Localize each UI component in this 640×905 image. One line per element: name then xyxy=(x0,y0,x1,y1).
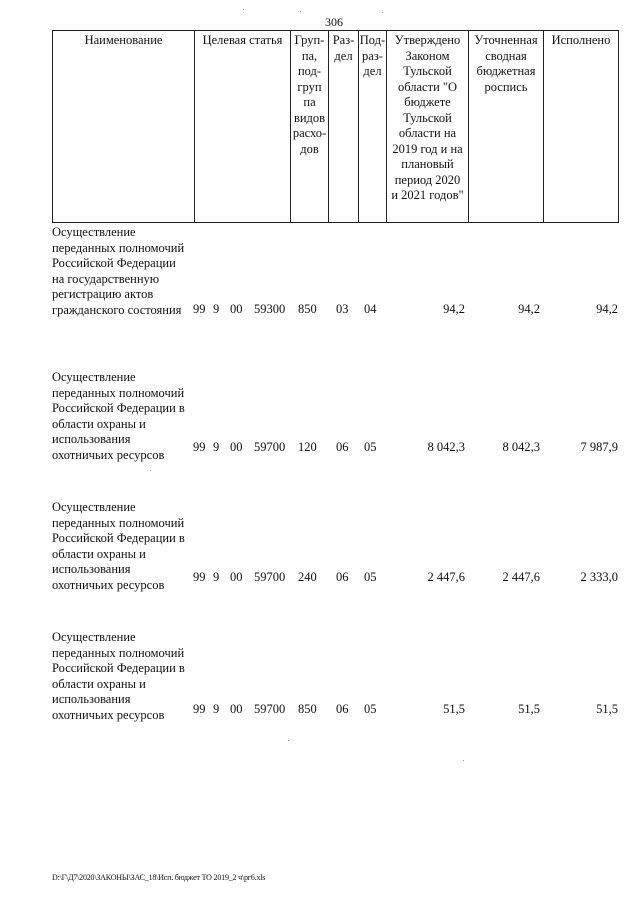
row-section: 03 xyxy=(336,302,349,316)
row-target-subprogram: 9 xyxy=(213,702,220,716)
row-group: 240 xyxy=(298,570,317,584)
row-target-subprogram: 9 xyxy=(213,440,220,454)
header-approved-label: Утверждено Законом Тульской области "О бюджете Тульской области на 2019 год и на плановый период 2020 и 2021 годов" xyxy=(391,33,464,202)
row-subsection: 05 xyxy=(364,440,377,454)
row-name: Осуществление переданных полномочий Российской Федерации на государственную регистрацию актов гражданского состояния xyxy=(52,225,185,317)
header-executed-label: Исполнено xyxy=(551,33,611,47)
row-section: 06 xyxy=(336,570,349,584)
row-name: Осуществление переданных полномочий Российской Федерации в области охраны и использования охотничьих ресурсов xyxy=(52,630,185,722)
row-target-program: 99 xyxy=(193,440,206,454)
row-executed: 94,2 xyxy=(596,302,618,316)
row-target-direction: 59700 xyxy=(254,440,286,454)
row-target-subprogram: 9 xyxy=(213,570,220,584)
row-approved: 2 447,6 xyxy=(427,570,465,584)
row-group: 850 xyxy=(298,702,317,716)
header-section xyxy=(328,30,358,223)
row-target-main: 00 xyxy=(230,570,243,584)
row-target-program: 99 xyxy=(193,702,206,716)
row-target-main: 00 xyxy=(230,302,243,316)
scan-speck xyxy=(288,740,289,741)
row-subsection: 05 xyxy=(364,702,377,716)
header-refined-label: Уточненная сводная бюджетная роспись xyxy=(474,33,538,94)
row-approved: 51,5 xyxy=(443,702,465,716)
header-target-label: Целевая статья xyxy=(202,33,283,47)
footer-file-path: D:\Г\Д7\2020\ЗАКОНЫ\ЗАС_18\Исп. бюджет ТО 2019_2 ч\рг6.xls xyxy=(52,873,266,882)
header-target xyxy=(194,30,290,223)
row-target-program: 99 xyxy=(193,302,206,316)
row-section: 06 xyxy=(336,702,349,716)
row-target-direction: 59700 xyxy=(254,570,286,584)
row-name: Осуществление переданных полномочий Российской Федерации в области охраны и использования охотничьих ресурсов xyxy=(52,500,185,592)
header-name-label: Наименование xyxy=(84,33,163,47)
row-target-main: 00 xyxy=(230,702,243,716)
row-refined: 8 042,3 xyxy=(502,440,540,454)
row-name: Осуществление переданных полномочий Российской Федерации в области охраны и использования охотничьих ресурсов xyxy=(52,370,185,462)
row-target-direction: 59700 xyxy=(254,702,286,716)
page-number: 306 xyxy=(325,15,343,29)
row-executed: 51,5 xyxy=(596,702,618,716)
row-refined: 2 447,6 xyxy=(502,570,540,584)
row-subsection: 04 xyxy=(364,302,377,316)
row-group: 850 xyxy=(298,302,317,316)
row-section: 06 xyxy=(336,440,349,454)
header-group xyxy=(290,30,328,223)
row-target-direction: 59300 xyxy=(254,302,286,316)
header-subsection-label: Под- раз- дел xyxy=(359,33,386,78)
header-refined xyxy=(468,30,543,223)
row-refined: 51,5 xyxy=(518,702,540,716)
scan-speck xyxy=(150,470,151,471)
row-subsection: 05 xyxy=(364,570,377,584)
header-subsection xyxy=(358,30,386,223)
header-name xyxy=(52,30,194,223)
scan-speck xyxy=(300,11,301,12)
row-approved: 94,2 xyxy=(443,302,465,316)
row-group: 120 xyxy=(298,440,317,454)
row-target-main: 00 xyxy=(230,440,243,454)
scan-speck xyxy=(463,760,464,761)
row-approved: 8 042,3 xyxy=(427,440,465,454)
row-executed: 7 987,9 xyxy=(580,440,618,454)
header-executed xyxy=(543,30,619,223)
header-group-label: Груп- па, под- груп па видов расхо- дов xyxy=(292,33,327,156)
row-target-subprogram: 9 xyxy=(213,302,220,316)
header-approved xyxy=(386,30,468,223)
row-refined: 94,2 xyxy=(518,302,540,316)
scan-speck xyxy=(382,12,383,13)
row-executed: 2 333,0 xyxy=(580,570,618,584)
scan-speck xyxy=(243,9,244,10)
row-target-program: 99 xyxy=(193,570,206,584)
header-section-label: Раз- дел xyxy=(332,33,355,63)
